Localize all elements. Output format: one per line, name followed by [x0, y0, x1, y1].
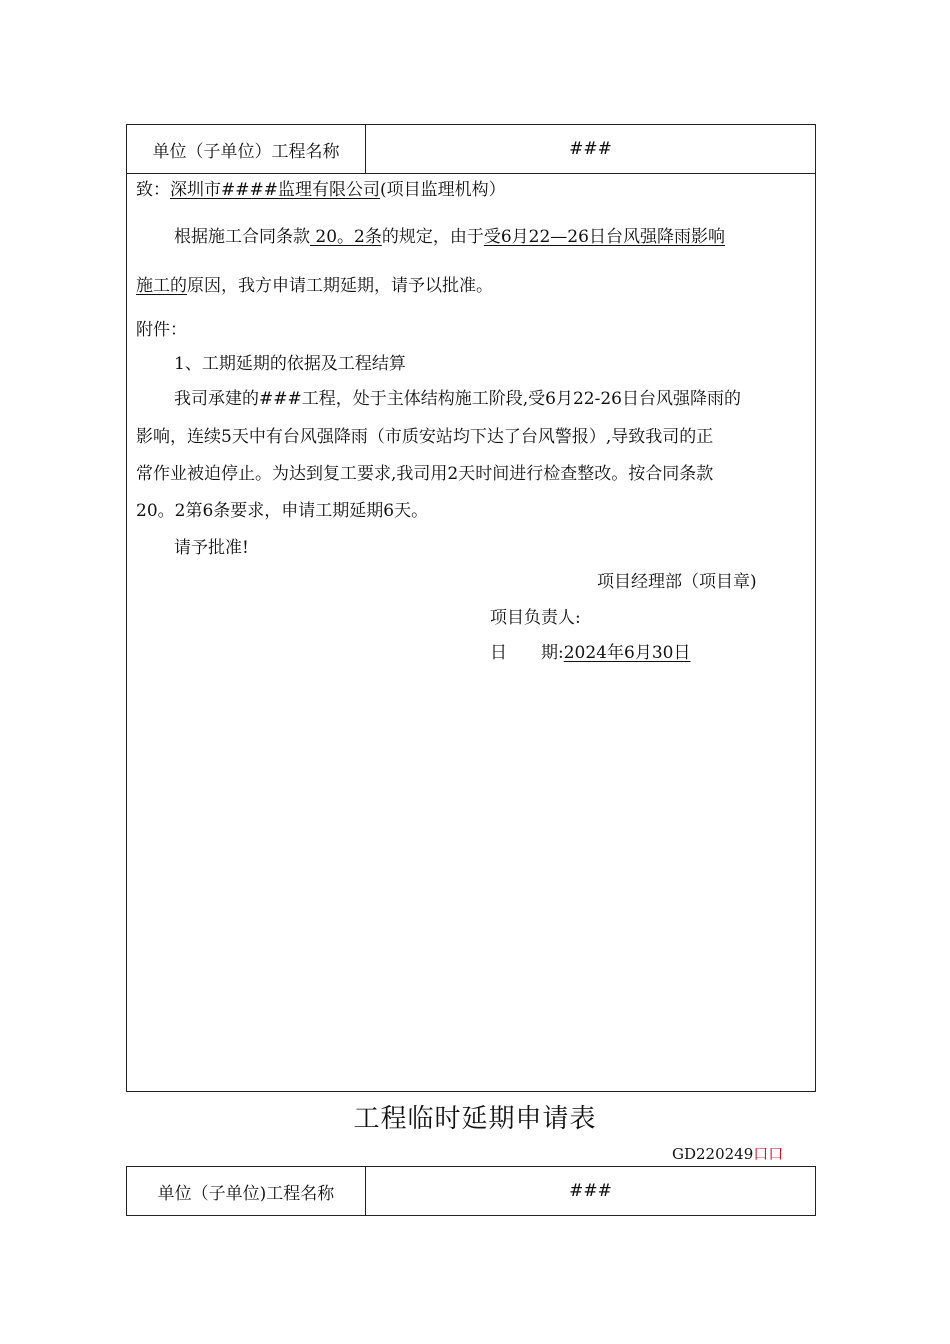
form-code	[672, 1143, 783, 1164]
top-project-row	[126, 124, 816, 174]
project-manager-label: 项目负责人:	[490, 608, 581, 628]
p1-text-a: 根据施工合同条款	[174, 227, 310, 247]
attachment-item: 1、工期延期的依据及工程结算	[174, 354, 406, 374]
date-value: 2024年6月30日	[563, 643, 691, 663]
closing-line: 请予批准!	[174, 538, 249, 558]
paragraph-1-line-1	[174, 222, 725, 247]
date-label: 日 期:	[490, 643, 564, 663]
p1-clause: 20。2条	[310, 227, 382, 247]
addressee-suffix: (项目监理机构）	[379, 180, 506, 200]
detail-line-1: 我司承建的###工程，处于主体结构施工阶段,受6月22-26日台风强降雨的	[174, 389, 741, 409]
department-stamp: 项目经理部（项目章)	[597, 572, 757, 592]
top-project-name-label: 单位（子单位）工程名称	[152, 141, 340, 162]
form-code-number: GD220249	[672, 1145, 754, 1163]
addressee-org: 深圳市####监理有限公司	[170, 180, 380, 200]
bottom-project-name-label: 单位（子单位)工程名称	[157, 1183, 335, 1204]
detail-line-3: 常作业被迫停止。为达到复工要求,我司用2天时间进行检查整改。按合同条款	[136, 464, 714, 484]
application-body	[126, 173, 816, 1092]
form-title: 工程临时延期申请表	[353, 1104, 597, 1134]
detail-line-4: 20。2第6条要求，申请工期延期6天。	[136, 501, 429, 521]
form-code-suffix: 口口	[753, 1145, 784, 1163]
date-line	[490, 638, 690, 663]
bottom-project-name-value: ###	[569, 1181, 612, 1201]
attachment-label: 附件：	[136, 320, 187, 340]
detail-line-2: 影响，连续5天中有台风强降雨（市质安站均下达了台风警报）,导致我司的正	[136, 427, 714, 447]
top-project-name-value: ###	[569, 139, 612, 159]
paragraph-1-line-2	[136, 271, 493, 296]
p1-text-b: 的规定，由于	[381, 227, 484, 247]
bottom-project-row	[126, 1166, 816, 1216]
p1-reason-1: 受6月22—26日台风强降雨影响	[483, 227, 725, 247]
p1-text-c: 原因，我方申请工期延期，请予以批准。	[187, 276, 493, 296]
p1-reason-2: 施工的	[136, 276, 187, 296]
addressee-line	[136, 175, 506, 200]
addressee-prefix: 致：	[136, 180, 170, 200]
